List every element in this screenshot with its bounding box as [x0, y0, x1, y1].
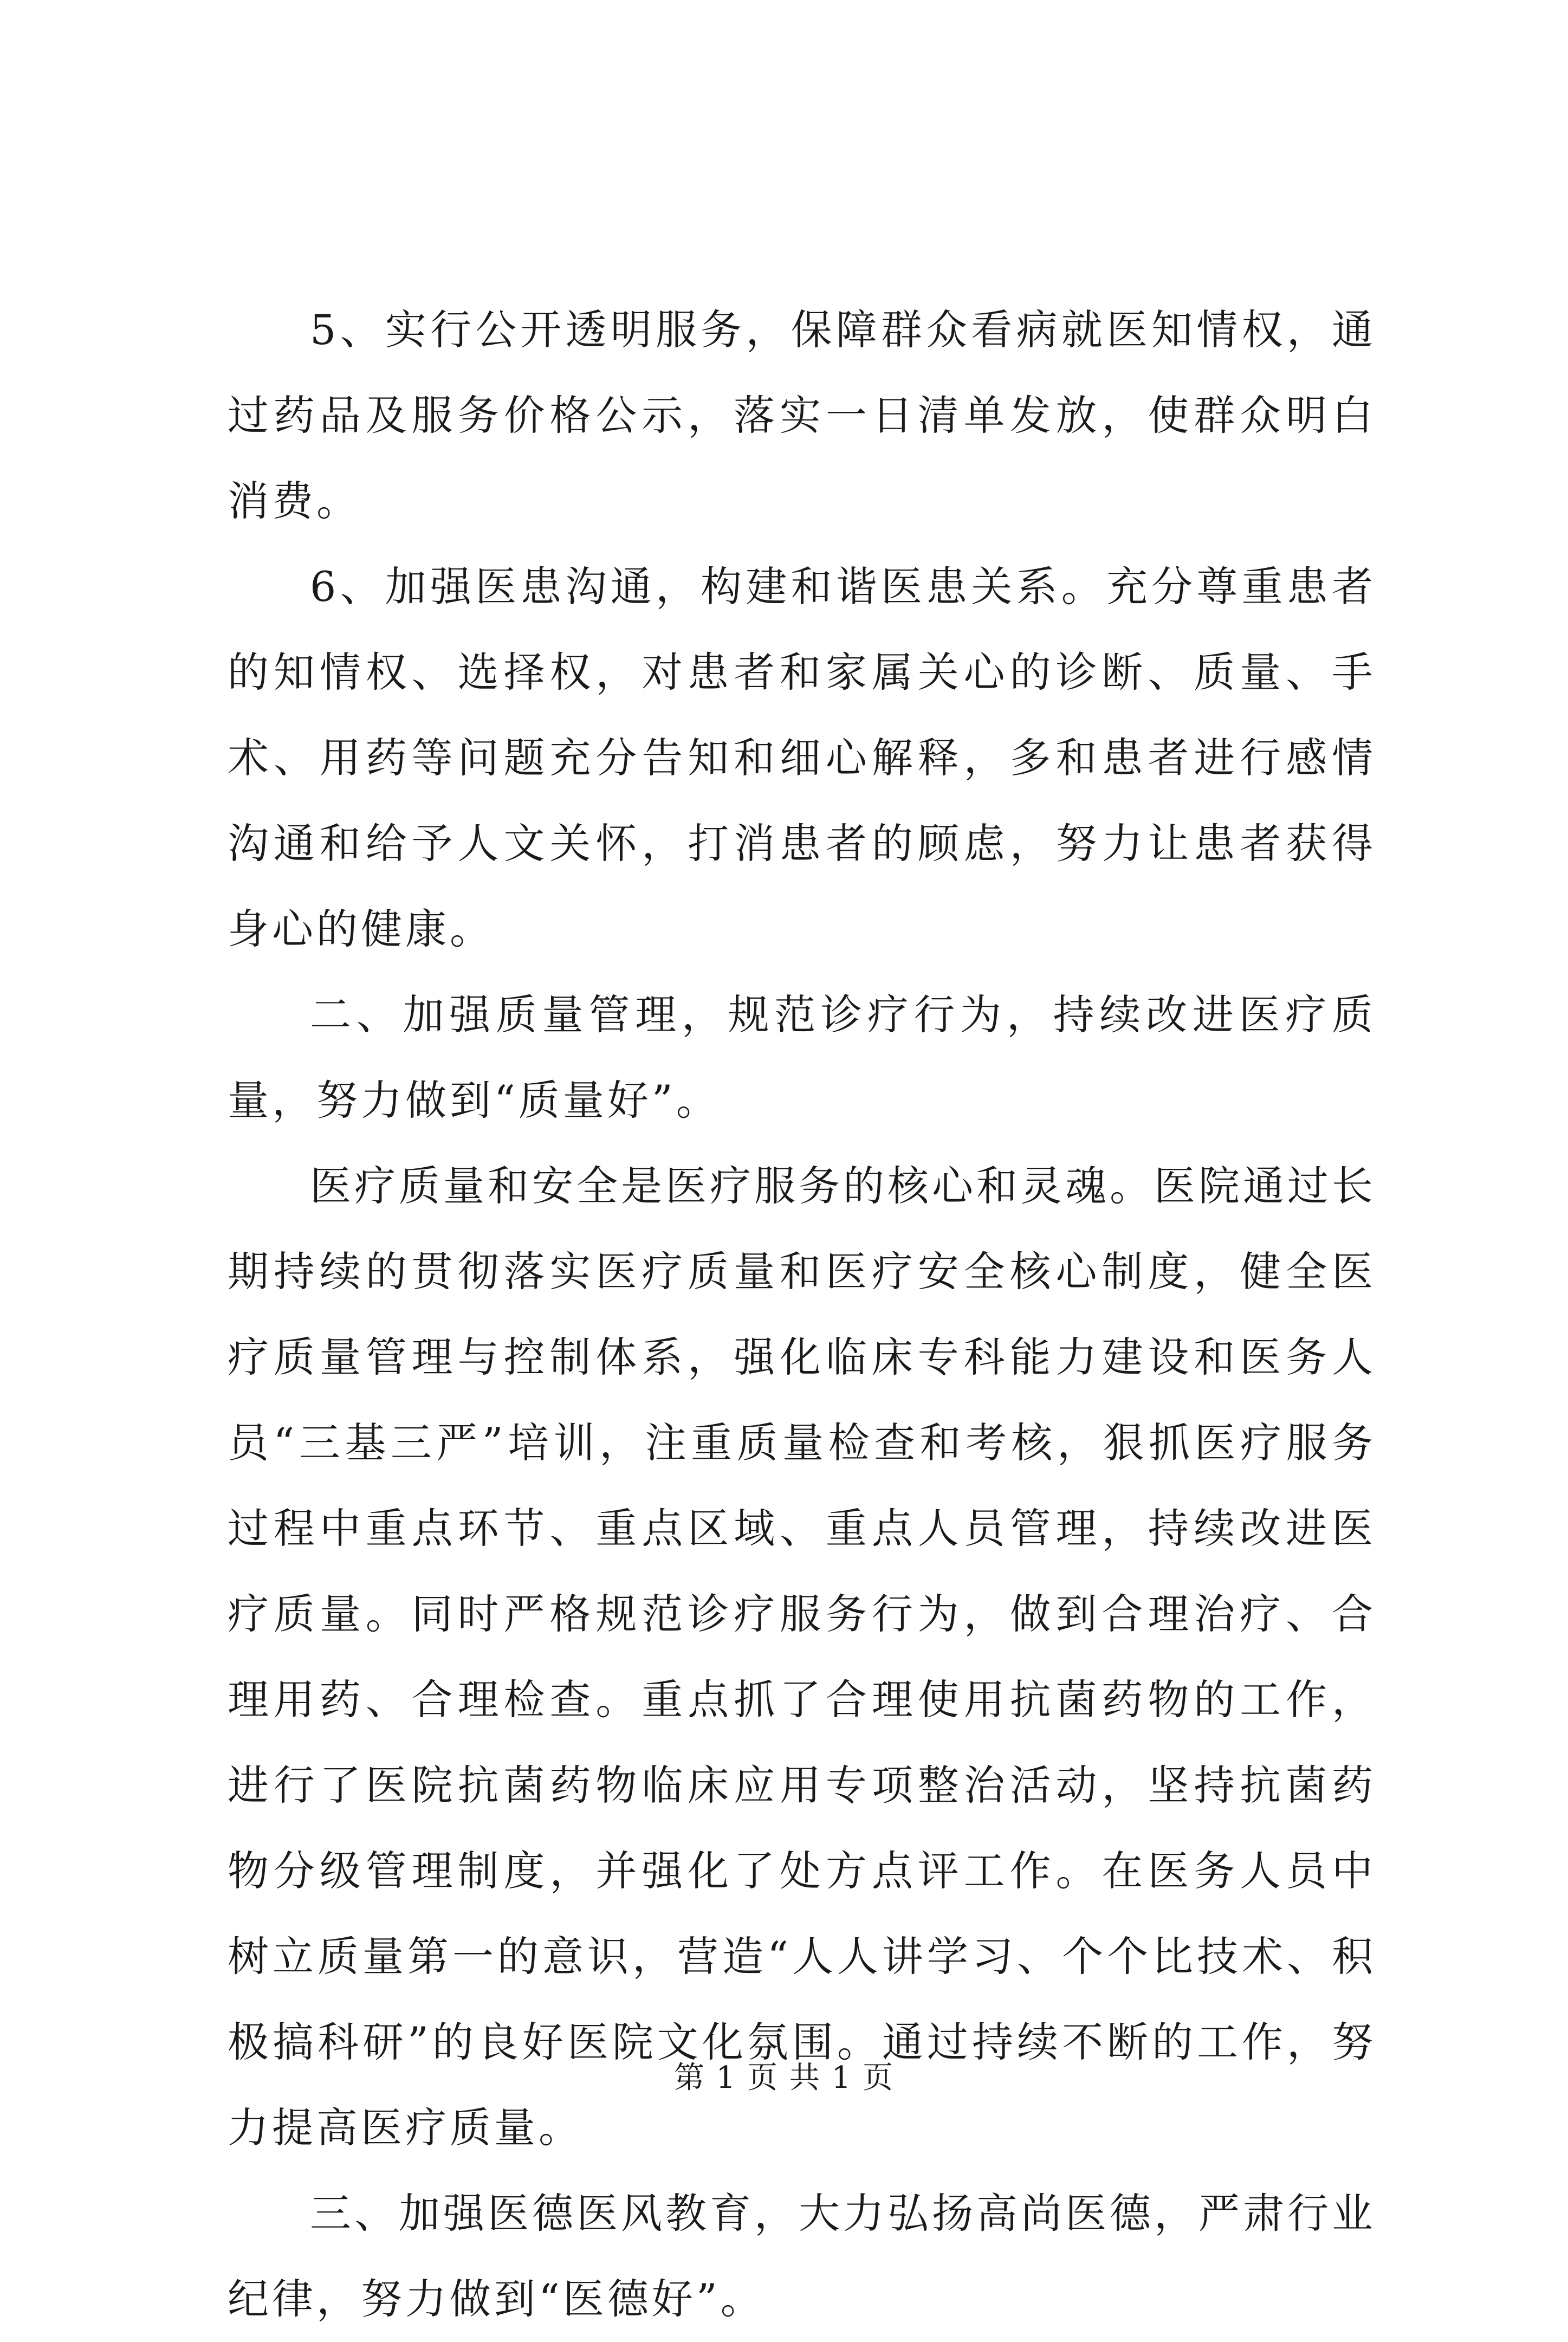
page-number-footer: 第 1 页 共 1 页	[673, 2060, 895, 2095]
section-heading: 三、加强医德医风教育，大力弘扬高尚医德，严肃行业纪律，努力做到“医德好”。	[228, 2189, 1376, 2323]
paragraph: 医疗质量和安全是医疗服务的核心和灵魂。医院通过长期持续的贯彻落实医疗质量和医疗安全核心制度，健全医疗质量管理与控制体系，强化临床专科能力建设和医务人员“三基三严”培训，注重质量检查和考核，狠抓医疗服务过程中重点环节、重点区域、重点人员管理，持续改进医疗质量。同时严格规范诊疗服务行为，做到合理治疗、合理用药、合理检查。重点抓了合理使用抗菌药物的工作，进行了医院抗菌药物临床应用专项整治活动，坚持抗菌药物分级管理制度，并强化了处方点评工作。在医务人员中树立质量第一的意识，营造“人人讲学习、个个比技术、积极搞科研”的良好医院文化氛围。通过持续不断的工作，努力提高医疗质量。	[228, 1162, 1376, 2152]
paragraph: 6、加强医患沟通，构建和谐医患关系。充分尊重患者的知情权、选择权，对患者和家属关心的诊断、质量、手术、用药等问题充分告知和细心解释，多和患者进行感情沟通和给予人文关怀，打消患者的顾虑，努力让患者获得身心的健康。	[228, 562, 1376, 953]
section-heading: 二、加强质量管理，规范诊疗行为，持续改进医疗质量，努力做到“质量好”。	[228, 991, 1376, 1124]
paragraph: 5、实行公开透明服务，保障群众看病就医知情权，通过药品及服务价格公示，落实一日清单发放，使群众明白消费。	[228, 306, 1376, 525]
document-body	[228, 287, 1376, 2342]
